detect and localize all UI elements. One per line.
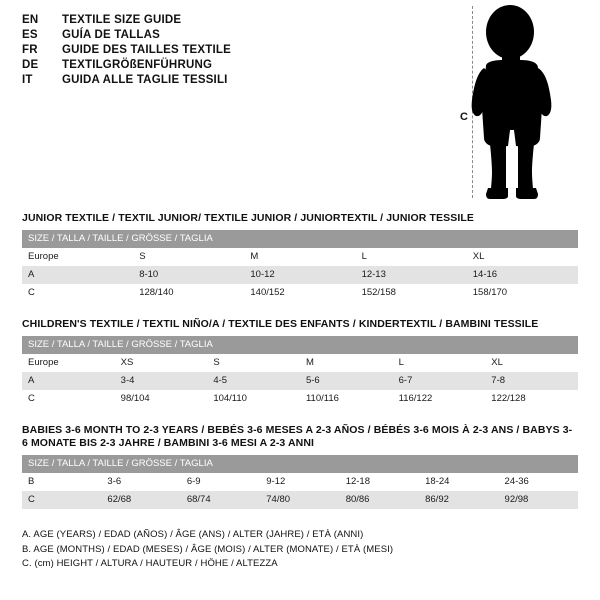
header-row-de	[22, 59, 442, 71]
cell: L	[393, 354, 486, 372]
lang-title-es: GUÍA DE TALLAS	[62, 29, 160, 41]
measurement-figure	[440, 4, 590, 204]
section-title-children: CHILDREN'S TEXTILE / TEXTIL NIÑO/A / TEXTILE DES ENFANTS / KINDERTEXTIL / BAMBINI TESSILE	[22, 318, 539, 330]
cell: 140/152	[244, 284, 355, 302]
cell: 14-16	[467, 266, 578, 284]
cell: 10-12	[244, 266, 355, 284]
row-label: Europe	[22, 354, 115, 372]
row-label: A	[22, 372, 115, 390]
row-label: C	[22, 491, 101, 509]
lang-code-en: EN	[22, 14, 39, 26]
cell: 80/86	[340, 491, 419, 509]
header-row-fr	[22, 44, 442, 56]
table-children	[22, 336, 578, 408]
table-header-label: SIZE / TALLA / TAILLE / GRÖSSE / TAGLIA	[22, 230, 578, 248]
cell: XL	[485, 354, 578, 372]
cell: 9-12	[260, 473, 339, 491]
lang-title-fr: GUIDE DES TAILLES TEXTILE	[62, 44, 231, 56]
table-row	[22, 266, 578, 284]
legend	[22, 528, 582, 572]
cell: 6-7	[393, 372, 486, 390]
row-label: Europe	[22, 248, 133, 266]
cell: L	[356, 248, 467, 266]
language-header	[22, 14, 442, 89]
table-row	[22, 284, 578, 302]
section-title-junior: JUNIOR TEXTILE / TEXTIL JUNIOR/ TEXTILE JUNIOR / JUNIORTEXTIL / JUNIOR TESSILE	[22, 212, 474, 224]
cell: 24-36	[499, 473, 578, 491]
header-row-en	[22, 14, 442, 26]
row-label: B	[22, 473, 101, 491]
lang-code-fr: FR	[22, 44, 38, 56]
cell: 110/116	[300, 390, 393, 408]
table-row	[22, 390, 578, 408]
cell: 92/98	[499, 491, 578, 509]
lang-title-en: TEXTILE SIZE GUIDE	[62, 14, 182, 26]
lang-code-it: IT	[22, 74, 33, 86]
cell: 122/128	[485, 390, 578, 408]
cell: 12-13	[356, 266, 467, 284]
cell: 62/68	[101, 491, 180, 509]
height-measure-label: C	[460, 111, 468, 123]
cell: 4-5	[207, 372, 300, 390]
cell: 68/74	[181, 491, 260, 509]
table-row	[22, 248, 578, 266]
row-label: A	[22, 266, 133, 284]
table-row	[22, 491, 578, 509]
cell: 98/104	[115, 390, 208, 408]
cell: 116/122	[393, 390, 486, 408]
header-row-it	[22, 74, 442, 86]
cell: S	[133, 248, 244, 266]
legend-line-a: A. AGE (YEARS) / EDAD (AÑOS) / ÂGE (ANS) / ALTER (JAHRE) / ETÀ (ANNI)	[22, 529, 364, 540]
row-label: C	[22, 284, 133, 302]
table-row	[22, 354, 578, 372]
table-row	[22, 372, 578, 390]
table-row	[22, 473, 578, 491]
cell: 7-8	[485, 372, 578, 390]
section-title-babies: BABIES 3-6 MONTH TO 2-3 YEARS / BEBÉS 3-6 MESES A 2-3 AÑOS / BÉBÉS 3-6 MOIS À 2-3 ANS / BABYS 3-6 MONATE BIS 2-3 JAHRE / BAMBINI 3-6 MESI A 2-3 ANNI	[22, 424, 573, 449]
table-babies	[22, 455, 578, 509]
child-silhouette-icon	[458, 4, 578, 200]
table-header-row	[22, 336, 578, 354]
lang-code-de: DE	[22, 59, 39, 71]
cell: 3-6	[101, 473, 180, 491]
table-header-row	[22, 455, 578, 473]
cell: 86/92	[419, 491, 498, 509]
header-row-es	[22, 29, 442, 41]
cell: M	[244, 248, 355, 266]
cell: 18-24	[419, 473, 498, 491]
table-header-label: SIZE / TALLA / TAILLE / GRÖSSE / TAGLIA	[22, 455, 578, 473]
table-header-row	[22, 230, 578, 248]
cell: 74/80	[260, 491, 339, 509]
table-junior	[22, 230, 578, 302]
lang-code-es: ES	[22, 29, 38, 41]
cell: 12-18	[340, 473, 419, 491]
cell: 8-10	[133, 266, 244, 284]
section-junior	[22, 212, 578, 302]
cell: XL	[467, 248, 578, 266]
table-header-label: SIZE / TALLA / TAILLE / GRÖSSE / TAGLIA	[22, 336, 578, 354]
legend-line-c: C. (cm) HEIGHT / ALTURA / HAUTEUR / HÖHE / ALTEZZA	[22, 558, 278, 569]
lang-title-it: GUIDA ALLE TAGLIE TESSILI	[62, 74, 228, 86]
cell: XS	[115, 354, 208, 372]
cell: 152/158	[356, 284, 467, 302]
cell: 3-4	[115, 372, 208, 390]
cell: 104/110	[207, 390, 300, 408]
legend-line-b: B. AGE (MONTHS) / EDAD (MESES) / ÂGE (MOIS) / ALTER (MONATE) / ETÀ (MESI)	[22, 543, 394, 555]
cell: 158/170	[467, 284, 578, 302]
cell: M	[300, 354, 393, 372]
cell: 128/140	[133, 284, 244, 302]
row-label: C	[22, 390, 115, 408]
cell: S	[207, 354, 300, 372]
section-babies	[22, 424, 578, 509]
lang-title-de: TEXTILGRÖßENFÜHRUNG	[62, 59, 213, 71]
cell: 6-9	[181, 473, 260, 491]
section-children	[22, 318, 578, 408]
cell: 5-6	[300, 372, 393, 390]
